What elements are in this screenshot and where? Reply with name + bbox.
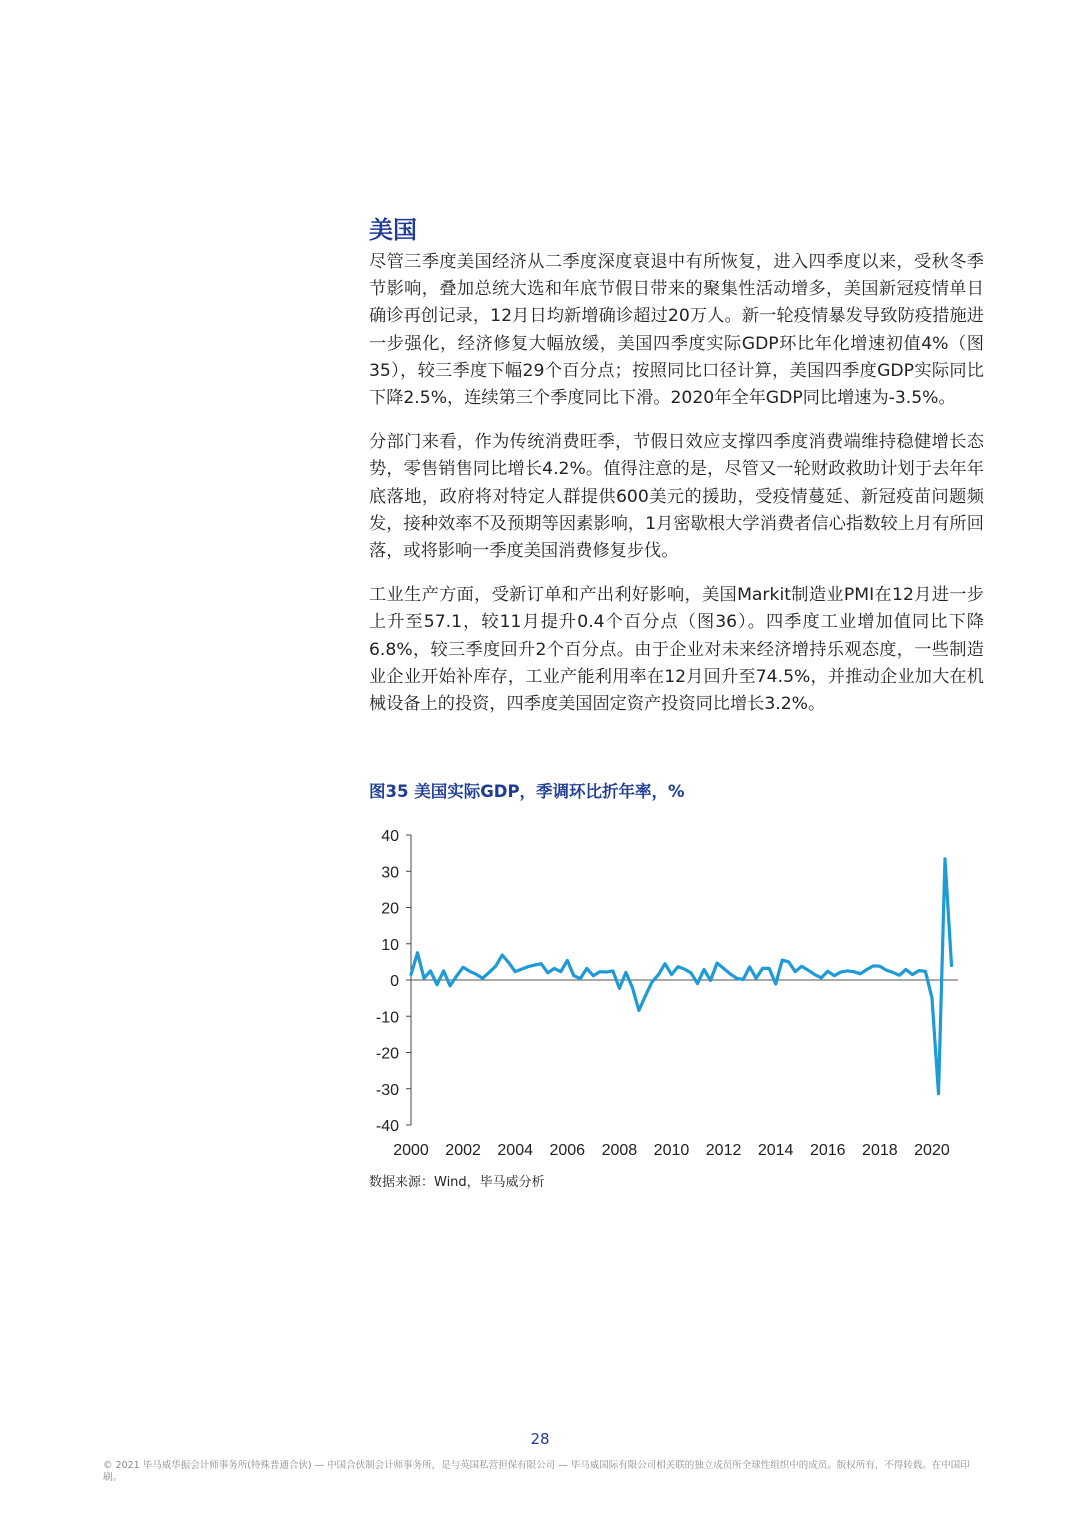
y-tick-label: 30 [381,864,399,882]
copyright-footer: © 2021 毕马威华振会计师事务所(特殊普通合伙) — 中国合伙制会计师事务所，是与英国私营担保有限公司 — 毕马威国际有限公司相关联的独立成员所全球性组织中的成员。版权所有，不得转载。在中国印刷。 [103,1460,970,1483]
x-tick-label: 2018 [862,1142,898,1159]
y-tick-label: 10 [381,936,399,954]
figure-title: 图35 美国实际GDP，季调环比折年率，% [369,782,685,801]
series-line [411,859,952,1094]
x-tick-label: 2016 [809,1142,846,1159]
x-tick-label: 2010 [653,1142,690,1159]
paragraph-3: 工业生产方面，受新订单和产出利好影响，美国Markit制造业PMI在12月进一步上升至57.1，较11月提升0.4个百分点（图36）。四季度工业增加值同比下降6.8%，较三季度回升2个百分点。由于企业对未来经济增持乐观态度，一些制造业企业开始补库存，工业产能利用率在12月回升至74.5%，并推动企业加大在机械设备上的投资，四季度美国固定资产投资同比增长3.2%。 [369,585,984,715]
x-axis [393,1142,950,1159]
y-tick-label: 20 [381,900,399,918]
x-tick-label: 2012 [705,1142,742,1159]
figure-source: 数据来源：Wind，毕马威分析 [369,1175,545,1190]
series-group [411,859,952,1094]
y-tick-label: 40 [381,828,399,845]
x-tick-label: 2004 [497,1142,533,1159]
y-tick-label: -20 [375,1045,399,1063]
x-tick-label: 2006 [549,1142,586,1159]
section-title: 美国 [369,216,417,244]
y-axis [376,828,411,1135]
x-tick-label: 2008 [601,1142,638,1159]
y-tick-label: -30 [375,1081,399,1099]
x-tick-label: 2002 [445,1142,481,1159]
y-tick-label: -40 [375,1118,399,1135]
body-text [369,249,984,735]
y-tick-label: 0 [390,973,399,990]
paragraph-1: 尽管三季度美国经济从二季度深度衰退中有所恢复，进入四季度以来，受秋冬季节影响，叠加总统大选和年底节假日带来的聚集性活动增多，美国新冠疫情单日确诊再创记录，12月日均新增确诊超过20万人。新一轮疫情暴发导致防疫措施进一步强化，经济修复大幅放缓，美国四季度实际GDP环比年化增速初值4%（图35），较三季度下幅29个百分点；按照同比口径计算，美国四季度GDP实际同比下降2.5%，连续第三个季度同比下滑。2020年全年GDP同比增速为-3.5%。 [369,252,984,409]
x-tick-label: 2000 [393,1142,429,1159]
x-tick-label: 2020 [914,1142,950,1159]
y-tick-label: -10 [375,1009,399,1027]
page-number: 28 [530,1430,550,1448]
gdp-line-chart [360,818,970,1163]
paragraph-2: 分部门来看，作为传统消费旺季，节假日效应支撑四季度消费端维持稳健增长态势，零售销售同比增长4.2%。值得注意的是，尽管又一轮财政救助计划于去年年底落地，政府将对特定人群提供600美元的援助，受疫情蔓延、新冠疫苗问题频发，接种效率不及预期等因素影响，1月密歇根大学消费者信心指数较上月有所回落，或将影响一季度美国消费修复步伐。 [369,432,984,562]
x-tick-label: 2014 [757,1142,794,1159]
